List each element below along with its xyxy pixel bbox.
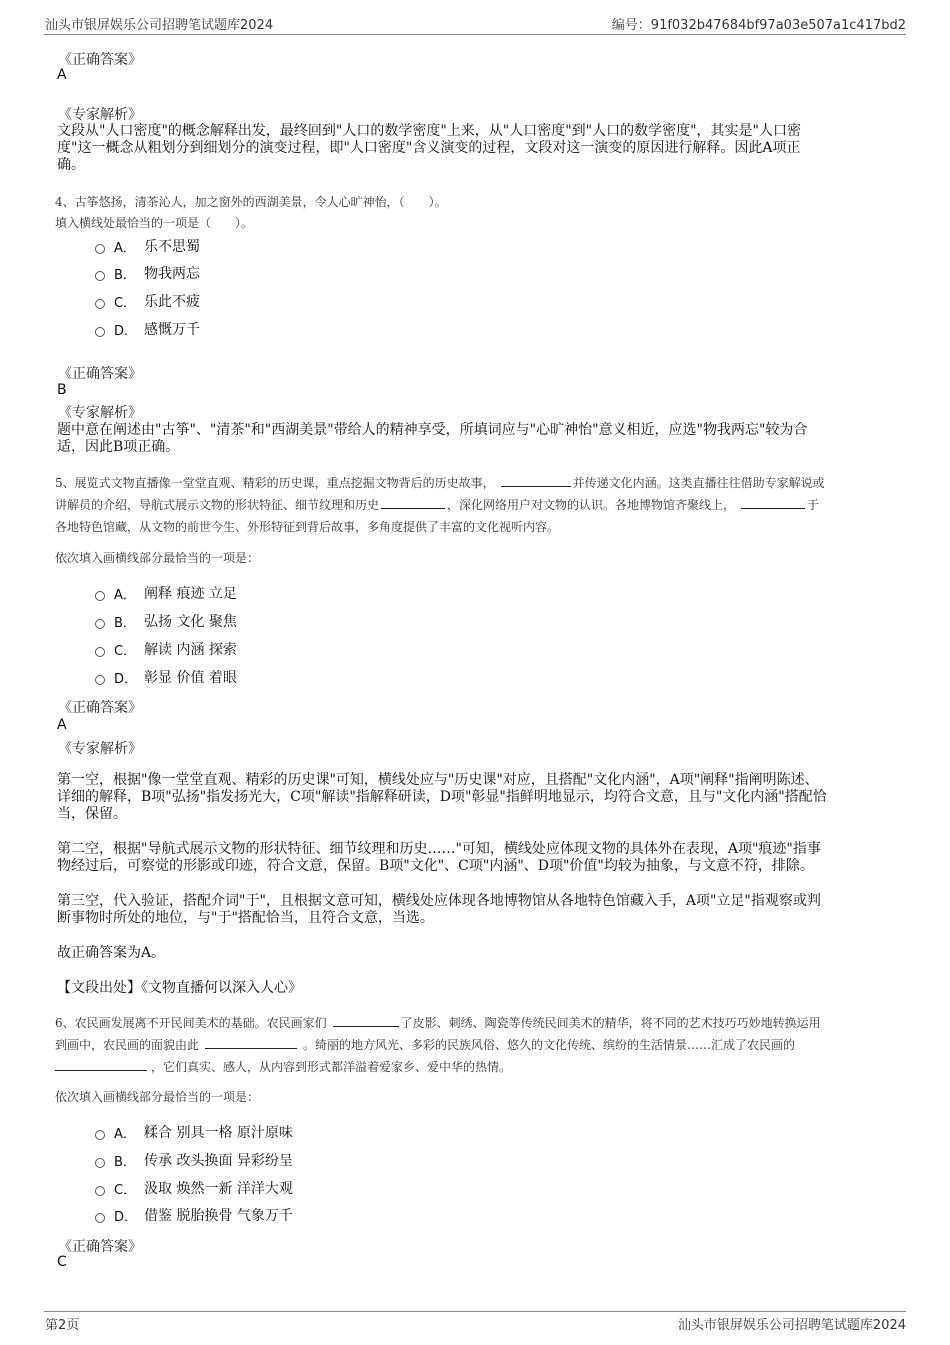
q5-option-b[interactable]: B． 弘扬 文化 聚焦 [95, 611, 237, 631]
radio-icon[interactable] [95, 1186, 105, 1196]
q4-option-a[interactable]: A． 乐不思蜀 [95, 236, 200, 256]
q6-option-d[interactable]: D． 借鉴 脱胎换骨 气象万千 [95, 1205, 293, 1225]
q4-option-c[interactable]: C． 乐此不疲 [95, 291, 200, 311]
q3-analysis: 文段从"人口密度"的概念解释出发，最终回到"人口的数学密度"上来，从"人口密度"到"人口的数学密度"，其实是"人口密 度"这一概念从粗划分到细划分的演变过程，即"人口密度"含义演变的过程，文段对这一演变的原因进行解释。因此A项正 确。 [57, 123, 801, 173]
q6-stem: 6、农民画发展离不开民间美术的基础。农民画家们 了皮影、刺绣、陶瓷等传统民间美术的精华，将不同的艺术技巧巧妙地转换运用 到画中，农民画的面貌由此 。绮丽的地方风光、多彩的民族风俗、悠久的文化传统、缤纷的生活情景……汇成了农民画的 ，它们真实、感人，从内容到形式都洋溢着爱家乡、爱中华的热情。 [55, 1016, 821, 1074]
analysis-label: 《专家解析》 [58, 405, 142, 421]
radio-icon[interactable] [95, 591, 105, 601]
q6-option-b[interactable]: B． 传承 改头换面 异彩纷呈 [95, 1150, 293, 1170]
radio-icon[interactable] [95, 675, 105, 685]
q5-prompt: 依次填入画横线部分最恰当的一项是： [55, 551, 260, 565]
q6-option-a[interactable]: A． 糅合 别具一格 原汁原味 [95, 1122, 293, 1142]
q6-option-c[interactable]: C． 汲取 焕然一新 洋洋大观 [95, 1178, 293, 1198]
radio-icon[interactable] [95, 619, 105, 629]
header-title: 汕头市银屏娱乐公司招聘笔试题库2024 [45, 18, 274, 33]
radio-icon[interactable] [95, 271, 105, 281]
blank-line [333, 1014, 399, 1027]
q5-answer: A [57, 717, 67, 733]
q4-option-d[interactable]: D． 感慨万千 [95, 319, 200, 339]
header-divider [44, 34, 906, 35]
answer-label: 《正确答案》 [58, 52, 142, 68]
radio-icon[interactable] [95, 647, 105, 657]
analysis-label: 《专家解析》 [58, 107, 142, 123]
radio-icon[interactable] [95, 244, 105, 254]
q4-stem: 4、古筝悠扬，清茶沁人，加之窗外的西湖美景，令人心旷神怡，（ ）。 [55, 195, 447, 209]
analysis-label: 《专家解析》 [58, 741, 142, 757]
answer-label: 《正确答案》 [58, 366, 142, 382]
radio-icon[interactable] [95, 1158, 105, 1168]
q5-analysis-p2: 第二空，根据"导航式展示文物的形状特征、细节纹理和历史……"可知，横线处应体现文物的具体外在表现，A项"痕迹"指事 物经过后，可察觉的形影或印迹，符合文意，保留。B项"文化"、C项"内涵"、D项"价值"均较为抽象，与文意不符，排除。 [57, 841, 821, 874]
q4-option-b[interactable]: B． 物我两忘 [95, 263, 200, 283]
q4-answer: B [57, 382, 67, 398]
blank-line [381, 496, 445, 509]
footer-divider [44, 1311, 906, 1312]
q5-option-a[interactable]: A． 阐释 痕迹 立足 [95, 583, 237, 603]
blank-line [55, 1058, 147, 1071]
document-id: 编号：91f032b47684bf97a03e507a1c417bd2 [611, 18, 906, 33]
q5-option-c[interactable]: C． 解读 内涵 探索 [95, 639, 237, 659]
answer-label: 《正确答案》 [58, 1239, 142, 1255]
answer-label: 《正确答案》 [58, 700, 142, 716]
q6-answer: C [57, 1254, 67, 1270]
radio-icon[interactable] [95, 1130, 105, 1140]
radio-icon[interactable] [95, 327, 105, 337]
q5-analysis-p3: 第三空，代入验证，搭配介词"于"，且根据文意可知，横线处应体现各地博物馆从各地特色馆藏入手，A项"立足"指观察或判 断事物时所处的地位，与"于"搭配恰当，且符合文意，当选。 [57, 893, 821, 926]
q4-analysis: 题中意在阐述由"古筝"、"清茶"和"西湖美景"带给人的精神享受，所填词应与"心旷神怡"意义相近，应选"物我两忘"较为合 适，因此B项正确。 [57, 422, 808, 455]
q6-prompt: 依次填入画横线部分最恰当的一项是： [55, 1090, 260, 1104]
blank-line [205, 1036, 297, 1049]
q4-prompt: 填入横线处最恰当的一项是（ ）。 [55, 216, 254, 230]
q5-analysis-p1: 第一空，根据"像一堂堂直观、精彩的历史课"可知，横线处应与"历史课"对应，且搭配"文化内涵"，A项"阐释"指阐明陈述、 详细的解释，B项"弘扬"指发扬光大，C项"解读"指解释研读，D项"彰显"指鲜明地显示，均符合文意，且与"文化内涵"搭配恰 当，保留。 [57, 772, 827, 822]
footer-title: 汕头市银屏娱乐公司招聘笔试题库2024 [677, 1318, 906, 1333]
radio-icon[interactable] [95, 1213, 105, 1223]
q5-conclusion: 故正确答案为A。 [57, 945, 166, 961]
q5-option-d[interactable]: D． 彰显 价值 着眼 [95, 667, 237, 687]
q3-answer: A [57, 67, 67, 83]
radio-icon[interactable] [95, 299, 105, 309]
blank-line [501, 474, 571, 487]
page-number: 第2页 [45, 1318, 80, 1333]
q5-source: 【文段出处】《文物直播何以深入人心》 [57, 980, 302, 996]
blank-line [741, 496, 805, 509]
q5-stem: 5、展览式文物直播像一堂堂直观、精彩的历史课，重点挖掘文物背后的历史故事， 并传递文化内涵。这类直播往往借助专家解说或 讲解员的介绍，导航式展示文物的形状特征、细节纹理和历史 ，深化网络用户对文物的认识。各地博物馆齐聚线上， 于 各地特色馆藏，从文物的前世今生、外形特征到背后故事，多角度提供了丰富的文化视听内容。 [55, 476, 825, 534]
